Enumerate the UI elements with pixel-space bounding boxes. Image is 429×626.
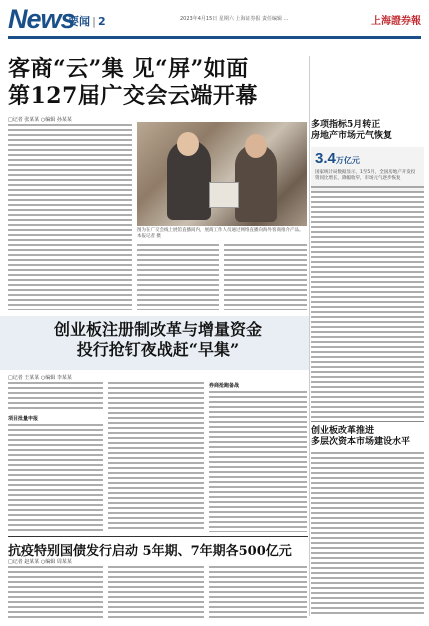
figure-unit: 万亿元 [335,156,360,165]
section-name: 要闻 [68,15,90,28]
sidebar-headline-2-line1: 创业板改革推进 [311,426,375,436]
story3-body-col3 [209,566,307,620]
lead-headline-line1: 客商“云”集 见“屏”如面 [8,56,249,82]
sidebar-figure [315,150,360,167]
page-number: 2 [98,15,106,28]
story2-headline-line2: 投行抢钉夜战赶“早集” [76,340,240,359]
lead-headline [8,56,298,110]
sidebar-body-2 [311,452,424,616]
story2-headline-line1: 创业板注册制改革与增量资金 [53,320,262,339]
story3-rule [8,536,308,537]
masthead [0,0,429,44]
lead-headline-line2: 第127届广交会云端开幕 [8,83,258,109]
figure-value: 3.4 [315,150,336,167]
sidebar-headline-2 [311,426,424,448]
paper-name: 上海證券報 [371,16,421,27]
sidebar-figure-caption: 国家统计局数据显示，1至5月，全国房地产开发投资同比增长，降幅收窄，市场元气逐步恢复 [315,170,416,181]
story2-subhead-2: 券商抢跑备战 [209,383,240,389]
lead-byline: □记者 张某某 ○编辑 孙某某 [8,117,72,123]
story3-body-col2 [108,566,204,620]
brand-logo: News [8,4,75,34]
section-label: 要闻 | 2 [68,15,106,28]
story2-byline: □记者 王某某 ○编辑 李某某 [8,375,72,381]
lead-body-col1 [8,124,132,310]
story2-body-col2 [108,382,204,532]
sidebar-headline-line2: 房地产市场元气恢复 [311,131,393,141]
sidebar-rule [311,421,424,422]
story3-body-col1 [8,566,103,620]
sidebar-story [311,120,424,192]
sidebar-headline [311,120,424,142]
lead-body-col2 [137,244,219,310]
story2-body-col1a [8,382,103,412]
sidebar-headline-line1: 多项指标5月转正 [311,120,381,130]
sidebar-body [311,186,424,420]
sidebar-headline-2-line2: 多层次资本市场建设水平 [311,437,411,447]
story2-subhead-1: 项目批量申报 [8,416,39,422]
story2-body-col1b [8,424,103,532]
lead-body-col3 [224,244,307,310]
lead-photo [137,122,307,226]
masthead-rule [8,36,421,39]
story3-headline: 抗疫特别国债发行启动 5年期、7年期各500亿元 [8,544,292,559]
lead-photo-caption: 图为在广交会线上展馆直播间内，展商工作人员通过网络直播向海外客商推介产品。本报记者 摄 [137,228,304,239]
story2-headline [28,320,288,360]
story3-byline: □记者 赵某某 ○编辑 周某某 [8,559,72,565]
header-meta: 2023年4月15日 星期六 上海证券报 责任编辑 ... [180,16,289,22]
story2-body-col3 [209,391,307,532]
column-divider [309,56,310,616]
